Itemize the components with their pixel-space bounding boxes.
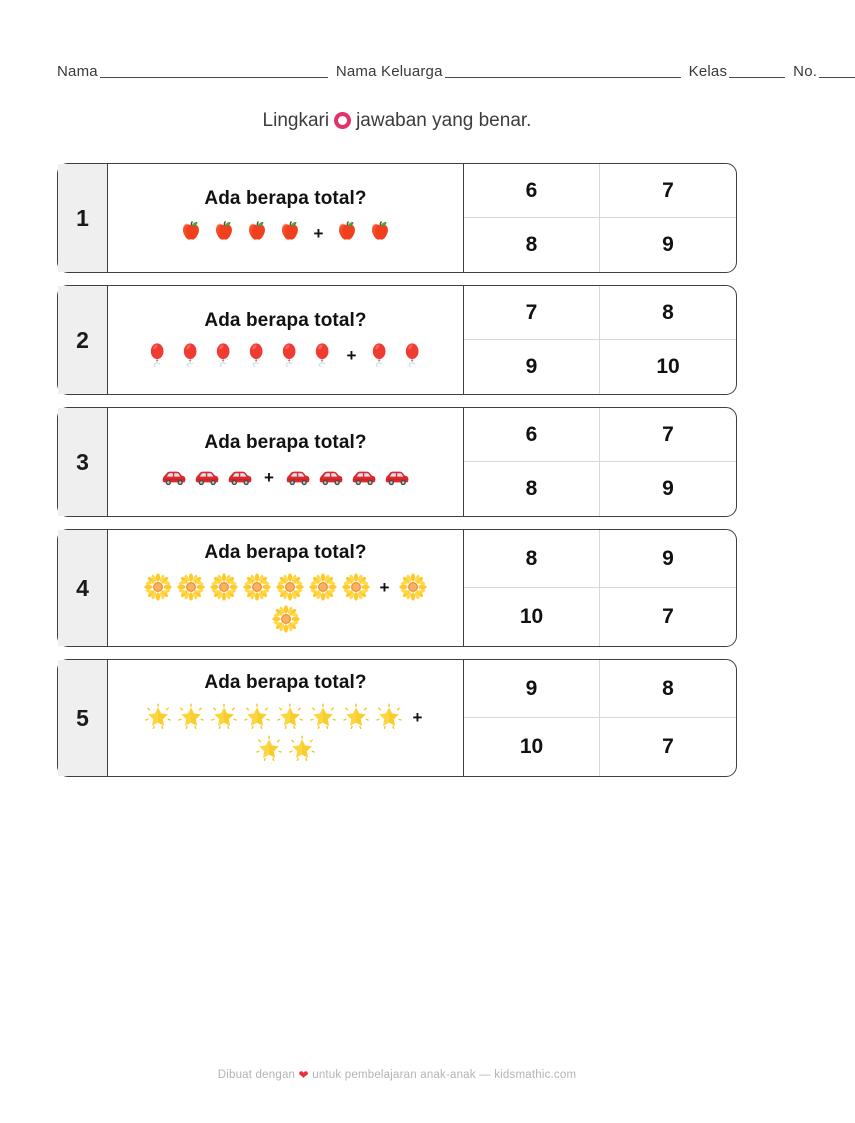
- star-icon: [254, 734, 284, 764]
- balloon-icon: [398, 340, 428, 370]
- answer-option[interactable]: 7: [662, 605, 674, 628]
- answer-option[interactable]: 8: [600, 286, 736, 340]
- question-body: [108, 530, 463, 646]
- plus-operator: +: [264, 467, 274, 487]
- answer-options-grid: [463, 164, 736, 272]
- plus-operator: +: [313, 223, 324, 243]
- car-icon: [283, 462, 313, 492]
- flower-icon: [143, 572, 173, 602]
- worksheet-questions: [57, 163, 737, 789]
- instruction-before: Lingkari: [262, 110, 330, 131]
- answer-option[interactable]: 9: [662, 477, 674, 500]
- answer-option[interactable]: 9: [464, 660, 600, 718]
- question-number: 4: [58, 530, 108, 646]
- apple-icon: [176, 218, 206, 248]
- answer-option[interactable]: 9: [600, 530, 736, 588]
- answer-option[interactable]: 8: [464, 218, 600, 272]
- car-icon: [225, 462, 255, 492]
- answer-option[interactable]: 6: [464, 408, 600, 462]
- star-icon: [143, 702, 173, 732]
- answer-option[interactable]: 8: [464, 530, 600, 588]
- flower-icon: [271, 604, 301, 634]
- question-prompt: Ada berapa total?: [204, 310, 367, 331]
- footer-before-heart: Dibuat dengan: [217, 1069, 296, 1081]
- answer-option[interactable]: 7: [662, 735, 674, 758]
- answer-option[interactable]: 9: [464, 340, 600, 394]
- class-label: Kelas: [688, 63, 728, 80]
- answer-options-grid: [463, 286, 736, 394]
- flower-icon: [176, 572, 206, 602]
- answer-option[interactable]: 7: [464, 286, 600, 340]
- question-prompt: Ada berapa total?: [204, 432, 367, 453]
- apple-icon: [242, 218, 272, 248]
- apple-icon: [209, 218, 239, 248]
- star-icon: [242, 702, 272, 732]
- plus-operator: +: [412, 707, 423, 727]
- counting-objects-row: [143, 340, 429, 370]
- question-number: 3: [58, 408, 108, 516]
- counting-objects-row: [131, 572, 441, 634]
- question-number: 5: [58, 660, 108, 776]
- counting-objects-row: [159, 462, 412, 492]
- star-icon: [176, 702, 206, 732]
- balloon-icon: [143, 340, 173, 370]
- question-prompt: Ada berapa total?: [204, 542, 367, 563]
- family-name-input-line[interactable]: [445, 64, 681, 78]
- question-card: [57, 407, 737, 517]
- question-body: [108, 408, 463, 516]
- question-card: [57, 659, 737, 777]
- circle-icon: [334, 112, 351, 129]
- question-number: 2: [58, 286, 108, 394]
- question-card: [57, 163, 737, 273]
- car-icon: [159, 462, 189, 492]
- balloon-icon: [176, 340, 206, 370]
- car-icon: [382, 462, 412, 492]
- plus-operator: +: [346, 345, 357, 365]
- balloon-icon: [365, 340, 395, 370]
- star-icon: [209, 702, 239, 732]
- flower-icon: [341, 572, 371, 602]
- answer-option[interactable]: 8: [600, 660, 736, 718]
- footer-credit: [0, 1068, 794, 1082]
- question-card: [57, 285, 737, 395]
- name-label: Nama: [57, 63, 98, 80]
- heart-icon: ❤: [298, 1068, 309, 1082]
- car-icon: [192, 462, 222, 492]
- apple-icon: [332, 218, 362, 248]
- class-input-line[interactable]: [729, 64, 785, 78]
- answer-option[interactable]: 6: [464, 164, 600, 218]
- answer-option[interactable]: 7: [600, 164, 736, 218]
- question-prompt: Ada berapa total?: [204, 188, 367, 209]
- flower-icon: [242, 572, 272, 602]
- answer-options-grid: [463, 660, 736, 776]
- flower-icon: [308, 572, 338, 602]
- flower-icon: [209, 572, 239, 602]
- answer-option[interactable]: 10: [464, 718, 600, 776]
- answer-option[interactable]: 7: [600, 408, 736, 462]
- flower-icon: [398, 572, 428, 602]
- question-body: [108, 660, 463, 776]
- number-label: No.: [793, 63, 818, 80]
- counting-objects-row: [176, 218, 396, 248]
- balloon-icon: [275, 340, 305, 370]
- name-input-line[interactable]: [100, 64, 328, 78]
- answer-options-grid: [463, 408, 736, 516]
- answer-option[interactable]: 8: [464, 462, 600, 516]
- car-icon: [349, 462, 379, 492]
- flower-icon: [275, 572, 305, 602]
- star-icon: [287, 734, 317, 764]
- number-input-line[interactable]: [819, 64, 855, 78]
- star-icon: [275, 702, 305, 732]
- answer-option[interactable]: 9: [662, 233, 674, 256]
- star-icon: [374, 702, 404, 732]
- student-info-row: [57, 63, 818, 80]
- answer-option[interactable]: 10: [464, 588, 600, 646]
- star-icon: [341, 702, 371, 732]
- star-icon: [308, 702, 338, 732]
- question-body: [108, 286, 463, 394]
- answer-option[interactable]: 10: [656, 355, 680, 378]
- car-icon: [316, 462, 346, 492]
- counting-objects-row: [131, 702, 441, 764]
- apple-icon: [365, 218, 395, 248]
- family-name-label: Nama Keluarga: [335, 63, 443, 80]
- question-card: [57, 529, 737, 647]
- balloon-icon: [242, 340, 272, 370]
- balloon-icon: [308, 340, 338, 370]
- question-body: [108, 164, 463, 272]
- footer-after-heart: untuk pembelajaran anak-anak — kidsmathic.com: [312, 1069, 577, 1081]
- plus-operator: +: [379, 577, 390, 597]
- balloon-icon: [209, 340, 239, 370]
- question-prompt: Ada berapa total?: [204, 672, 367, 693]
- instruction-text: [0, 110, 794, 132]
- answer-options-grid: [463, 530, 736, 646]
- question-number: 1: [58, 164, 108, 272]
- apple-icon: [275, 218, 305, 248]
- instruction-after: jawaban yang benar.: [356, 110, 532, 131]
